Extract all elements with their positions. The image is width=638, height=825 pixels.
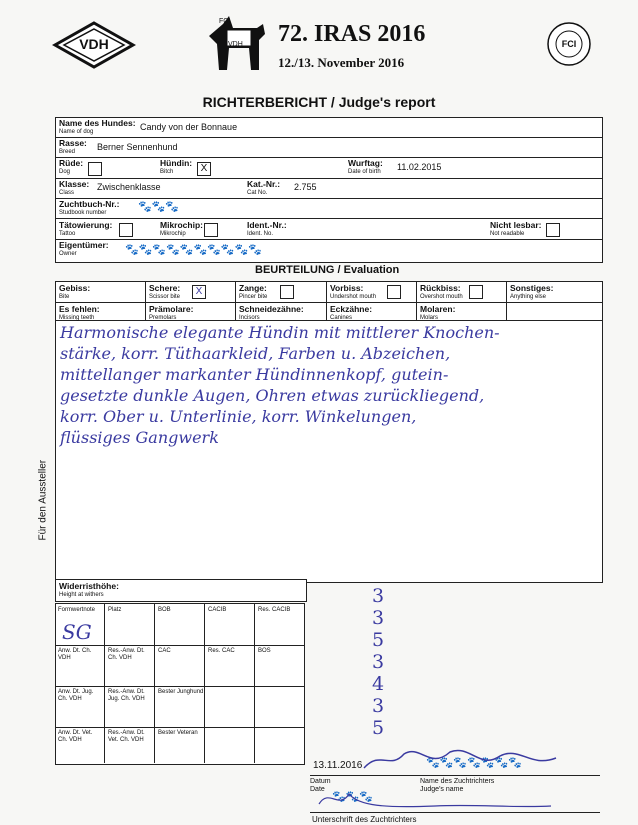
grid-cell: BOS xyxy=(258,648,271,654)
undershot-checkbox[interactable] xyxy=(387,285,401,299)
evaluation-line: korr. Ober u. Unterlinie, korr. Winkelungen, xyxy=(60,407,417,426)
class-label: Klasse: Class xyxy=(59,179,90,196)
tattoo-label: Tätowierung: Tattoo xyxy=(59,220,113,237)
report-title: RICHTERBERICHT / Judge's report xyxy=(202,94,436,110)
other-label: Sonstiges: Anything else xyxy=(510,283,554,300)
premolar-label: Prämolare: Premolars xyxy=(149,304,194,321)
vdh-logo-text: VDH xyxy=(79,36,109,52)
catno-value: 2.755 xyxy=(294,182,317,192)
unreadable-label: Nicht lesbar: Not readable xyxy=(490,220,542,237)
evaluation-line: gesetzte dunkle Augen, Ohren etwas zurückliegend, xyxy=(60,386,485,405)
redaction-paw-icon: 🐾🐾🐾🐾🐾🐾🐾 xyxy=(426,757,522,769)
incisor-label: Schneidezähne: Incisors xyxy=(239,304,304,321)
grid-cell: Anw. Dt. Vet. Ch. VDH xyxy=(58,730,93,743)
scissor-checkbox[interactable]: X xyxy=(192,285,206,299)
evaluation-line: stärke, korr. Tüthaarkleid, Farben u. Abzeichen, xyxy=(60,344,451,363)
dog-name-value: Candy von der Bonnaue xyxy=(140,122,238,132)
grid-cell: Anw. Dt. Jug. Ch. VDH xyxy=(58,689,94,702)
evaluation-line: mittellanger markanter Hündinnenkopf, gutein- xyxy=(60,365,449,384)
overshot-checkbox[interactable] xyxy=(469,285,483,299)
studbook-label: Zuchtbuch-Nr.: Studbook number xyxy=(59,199,120,216)
signature-label: Unterschrift des Zuchtrichters xyxy=(312,815,417,824)
female-label: Hündin: Bitch xyxy=(160,158,193,175)
evaluation-line: flüssiges Gangwerk xyxy=(60,428,219,447)
grid-cell: Bester Veteran xyxy=(158,730,198,736)
breed-label: Rasse: Breed xyxy=(59,138,87,155)
missing-teeth-label: Es fehlen: Missing teeth xyxy=(59,304,100,321)
event-title: 72. IRAS 2016 xyxy=(278,21,426,47)
grid-cell: Bester Junghund xyxy=(158,689,204,695)
grid-cell: Res.-Anw. Dt. Vet. Ch. VDH xyxy=(108,730,145,743)
note-number: 5 xyxy=(372,629,385,651)
dob-label: Wurftag: Date of birth xyxy=(348,158,383,175)
note-number: 3 xyxy=(372,695,385,717)
overshot-label: Rückbiss: Overshot mouth xyxy=(420,283,463,300)
note-number: 3 xyxy=(372,585,385,607)
evaluation-title: BEURTEILUNG / Evaluation xyxy=(255,264,400,276)
undershot-label: Vorbiss: Undershot mouth xyxy=(330,283,377,300)
tattoo-checkbox[interactable] xyxy=(119,223,133,237)
breed-value: Berner Sennenhund xyxy=(97,142,178,152)
note-number: 5 xyxy=(372,717,385,739)
bite-label: Gebiss: Bite xyxy=(59,283,91,300)
pincer-label: Zange: Pincer bite xyxy=(239,283,268,300)
note-number: 3 xyxy=(372,607,385,629)
fci-mini-label: FCI xyxy=(219,18,231,25)
handwritten-evaluation xyxy=(60,322,600,448)
evaluation-line: Harmonische elegante Hündin mit mittlerer Knochen- xyxy=(60,323,500,342)
chip-checkbox[interactable] xyxy=(204,223,218,237)
judge-number-notes xyxy=(372,585,384,739)
grid-header: Platz xyxy=(108,607,122,613)
class-value: Zwischenklasse xyxy=(97,182,161,192)
event-dates: 12./13. November 2016 xyxy=(278,55,405,70)
date-label: Datum Date xyxy=(310,778,331,793)
redaction-paw-icon: 🐾🐾🐾🐾🐾🐾🐾🐾🐾🐾 xyxy=(125,244,262,256)
sidebar-text: Für den Aussteller xyxy=(37,459,49,541)
date-value: 13.11.2016 xyxy=(313,760,363,771)
dog-name-label: Name des Hundes: Name of dog xyxy=(59,118,136,135)
grid-cell: Res.-Anw. Dt. Ch. VDH xyxy=(108,648,145,661)
redaction-paw-icon: 🐾🐾🐾 xyxy=(332,791,374,803)
fci-seal-text: FCI xyxy=(561,39,577,49)
grid-cell: Res.-Anw. Dt. Jug. Ch. VDH xyxy=(108,689,145,702)
grid-cell: Anw. Dt. Ch. VDH xyxy=(58,648,92,661)
emblem-vdh-label: VDH xyxy=(228,41,243,48)
molar-label: Molaren: Molars xyxy=(420,304,456,321)
note-number: 3 xyxy=(372,651,385,673)
dob-value: 11.02.2015 xyxy=(397,162,442,172)
female-checkbox[interactable]: X xyxy=(197,162,211,176)
ident-label: Ident.-Nr.: Ident. No. xyxy=(247,220,287,237)
signature-scribble-icon xyxy=(360,740,580,774)
grid-header: Formwertnote xyxy=(58,607,96,613)
owner-label: Eigentümer: Owner xyxy=(59,240,109,257)
chip-label: Mikrochip: Mikrochip xyxy=(160,220,203,237)
grid-header: Res. CACIB xyxy=(258,607,291,613)
redaction-paw-icon: 🐾🐾🐾 xyxy=(138,201,180,213)
grid-cell: Res. CAC xyxy=(208,648,235,654)
grid-header: CACIB xyxy=(208,607,227,613)
unreadable-checkbox[interactable] xyxy=(546,223,560,237)
grid-cell: CAC xyxy=(158,648,171,654)
catno-label: Kat.-Nr.: Cat No. xyxy=(247,179,281,196)
male-checkbox[interactable] xyxy=(88,162,102,176)
note-number: 4 xyxy=(372,673,385,695)
judge-name-label: Name des Zuchtrichters Judge's name xyxy=(420,778,495,793)
signature-scribble-icon xyxy=(315,786,555,812)
height-label: Widerristhöhe: Height at withers xyxy=(59,581,119,598)
grid-header: BOB xyxy=(158,607,171,613)
grade-value: SG xyxy=(62,620,92,644)
male-label: Rüde: Dog xyxy=(59,158,84,175)
pincer-checkbox[interactable] xyxy=(280,285,294,299)
canine-label: Eckzähne: Canines xyxy=(330,304,373,321)
scissor-label: Schere: Scissor bite xyxy=(149,283,181,300)
